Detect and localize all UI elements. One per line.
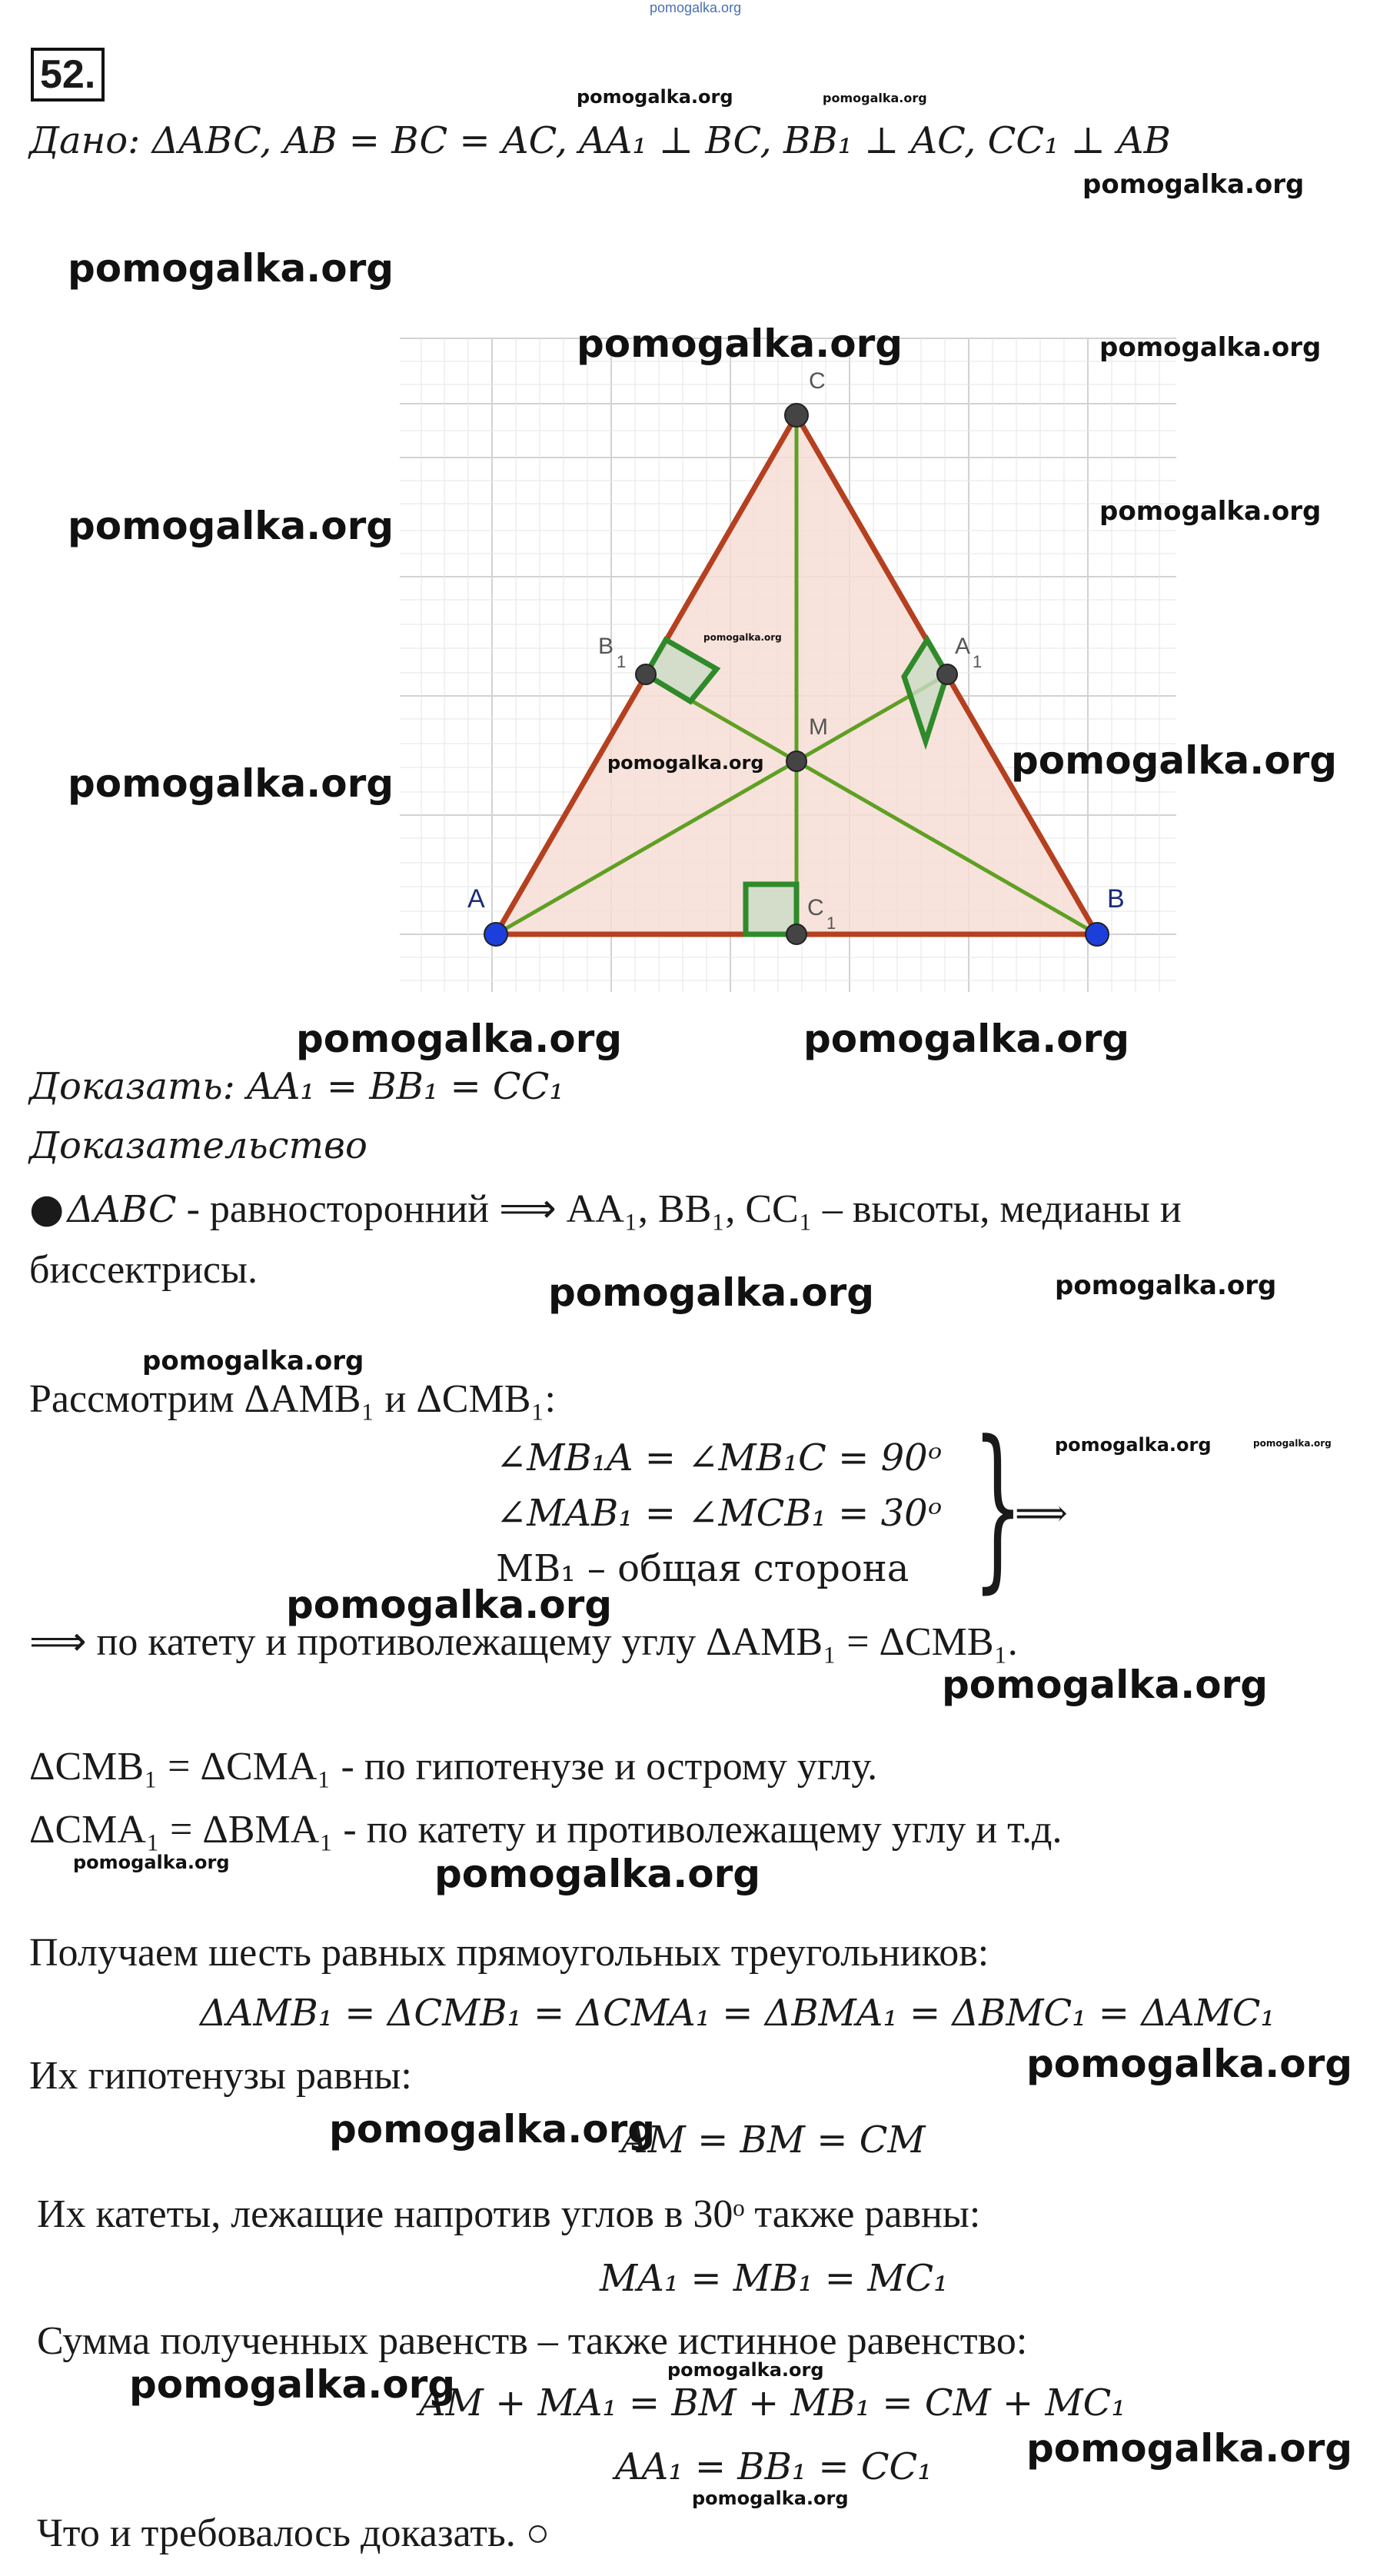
given-line — [29, 119, 1171, 162]
label-b: B — [1107, 884, 1125, 914]
watermark: pomogalka.org — [1082, 169, 1305, 200]
point-c — [785, 404, 808, 427]
proof-label: Доказательство — [29, 1124, 367, 1167]
point-m — [786, 751, 806, 771]
prove-label: Доказать — [29, 1065, 223, 1108]
line4-text: ⟹ по катету и противолежащему углу ΔAMB₁ = ΔCMB₁. — [29, 1620, 1018, 1664]
watermark: pomogalka.org — [68, 246, 394, 291]
proof-line-16: Что и требовалось доказать. ○ — [37, 2511, 550, 2555]
watermark: pomogalka.org — [1011, 738, 1338, 783]
point-b1 — [636, 664, 656, 684]
watermark: pomogalka.org — [1099, 496, 1322, 527]
watermark: pomogalka.org — [1253, 1438, 1332, 1449]
watermark: pomogalka.org — [68, 761, 394, 806]
label-b1: B — [598, 634, 614, 659]
watermark: pomogalka.org — [703, 632, 782, 643]
proof-line-3: Рассмотрим ΔAMB₁ и ΔCMB₁: — [29, 1377, 556, 1421]
proof-line-15: AA₁ = BB₁ = CC₁ — [615, 2445, 933, 2488]
watermark: pomogalka.org — [803, 1017, 1130, 1061]
watermark: pomogalka.org — [1055, 1270, 1277, 1301]
proof-line-10: AM = BM = CM — [621, 2118, 926, 2162]
label-m: M — [809, 714, 828, 740]
proof-line-12: MA₁ = MB₁ = MC₁ — [600, 2257, 949, 2300]
proof-line-11: Их катеты, лежащие напротив углов в 30ᵒ также равны: — [37, 2192, 981, 2236]
proof-line-6: ΔCMA₁ = ΔBMA₁ - по катету и противолежащему углу и т.д. — [29, 1808, 1062, 1852]
prove-text: : AA₁ = BB₁ = CC₁ — [222, 1065, 564, 1108]
point-b — [1086, 923, 1109, 946]
watermark: pomogalka.org — [577, 321, 903, 366]
label-c1-sub: 1 — [826, 914, 836, 933]
point-a1 — [937, 664, 957, 684]
triangle-figure — [384, 323, 1199, 1015]
watermark: pomogalka.org — [1099, 332, 1322, 363]
watermark: pomogalka.org — [1026, 2426, 1353, 2471]
watermark: pomogalka.org — [329, 2107, 656, 2152]
system-brace: } — [973, 1404, 1023, 1609]
proof-line-13: Сумма полученных равенств – также истинное равенство: — [37, 2319, 1028, 2363]
label-c1: C — [807, 895, 824, 920]
watermark: pomogalka.org — [286, 1583, 613, 1627]
proof-line-1 — [29, 1186, 1182, 1232]
watermark: pomogalka.org — [296, 1017, 623, 1061]
line1-math: ΔABC — [67, 1188, 177, 1231]
system-implies: ⟹ — [1015, 1492, 1068, 1535]
problem-number: 52. — [31, 48, 105, 102]
given-label: Дано — [29, 119, 128, 162]
watermark: pomogalka.org — [1055, 1434, 1212, 1456]
site-header[interactable]: pomogalka.org — [650, 0, 742, 15]
watermark: pomogalka.org — [607, 752, 764, 774]
watermark: pomogalka.org — [434, 1852, 761, 1896]
watermark: pomogalka.org — [942, 1662, 1269, 1707]
watermark: pomogalka.org — [1026, 2042, 1353, 2086]
system-line-1: ∠MB₁A = ∠MB₁C = 90ᵒ — [496, 1436, 943, 1479]
proof-line-2: биссектрисы. — [29, 1248, 258, 1292]
label-a: A — [467, 884, 485, 914]
proof-line-8: ΔAMB₁ = ΔCMB₁ = ΔCMA₁ = ΔBMA₁ = ΔBMC₁ = ΔAMC₁ — [200, 1992, 1275, 2035]
proof-line-14: AM + MA₁ = BM + MB₁ = CM + MC₁ — [419, 2381, 1126, 2425]
watermark: pomogalka.org — [129, 2362, 456, 2407]
line1-text: - равносторонний ⟹ AA₁, BB₁, CC₁ – высоты, медианы и — [176, 1187, 1182, 1231]
system-line-2: ∠MAB₁ = ∠MCB₁ = 30ᵒ — [496, 1492, 943, 1535]
label-a1-sub: 1 — [973, 652, 983, 671]
watermark: pomogalka.org — [73, 1852, 230, 1873]
prove-line — [29, 1065, 564, 1108]
watermark: pomogalka.org — [577, 86, 733, 108]
label-c: C — [809, 368, 826, 394]
watermark: pomogalka.org — [68, 504, 394, 548]
label-b1-sub: 1 — [617, 652, 627, 671]
watermark: pomogalka.org — [823, 91, 927, 105]
watermark: pomogalka.org — [142, 1346, 364, 1376]
bullet: ● — [29, 1186, 65, 1232]
watermark: pomogalka.org — [667, 2359, 824, 2381]
point-a — [484, 923, 507, 946]
label-a1: A — [955, 634, 971, 659]
point-c1 — [786, 924, 806, 944]
given-text: : ΔABC, AB = BC = AC, AA₁ ⊥ BC, BB₁ ⊥ AC, CC₁ ⊥ AB — [128, 119, 1171, 162]
system-conditions — [496, 1430, 942, 1596]
proof-line-5: ΔCMB₁ = ΔCMA₁ - по гипотенузе и острому углу. — [29, 1745, 878, 1789]
proof-line-9: Их гипотенузы равны: — [29, 2054, 412, 2098]
system-line-3: MB₁ – общая сторона — [496, 1547, 909, 1590]
proof-line-7: Получаем шесть равных прямоугольных треугольников: — [29, 1931, 989, 1975]
watermark: pomogalka.org — [548, 1270, 875, 1315]
watermark: pomogalka.org — [692, 2488, 849, 2509]
